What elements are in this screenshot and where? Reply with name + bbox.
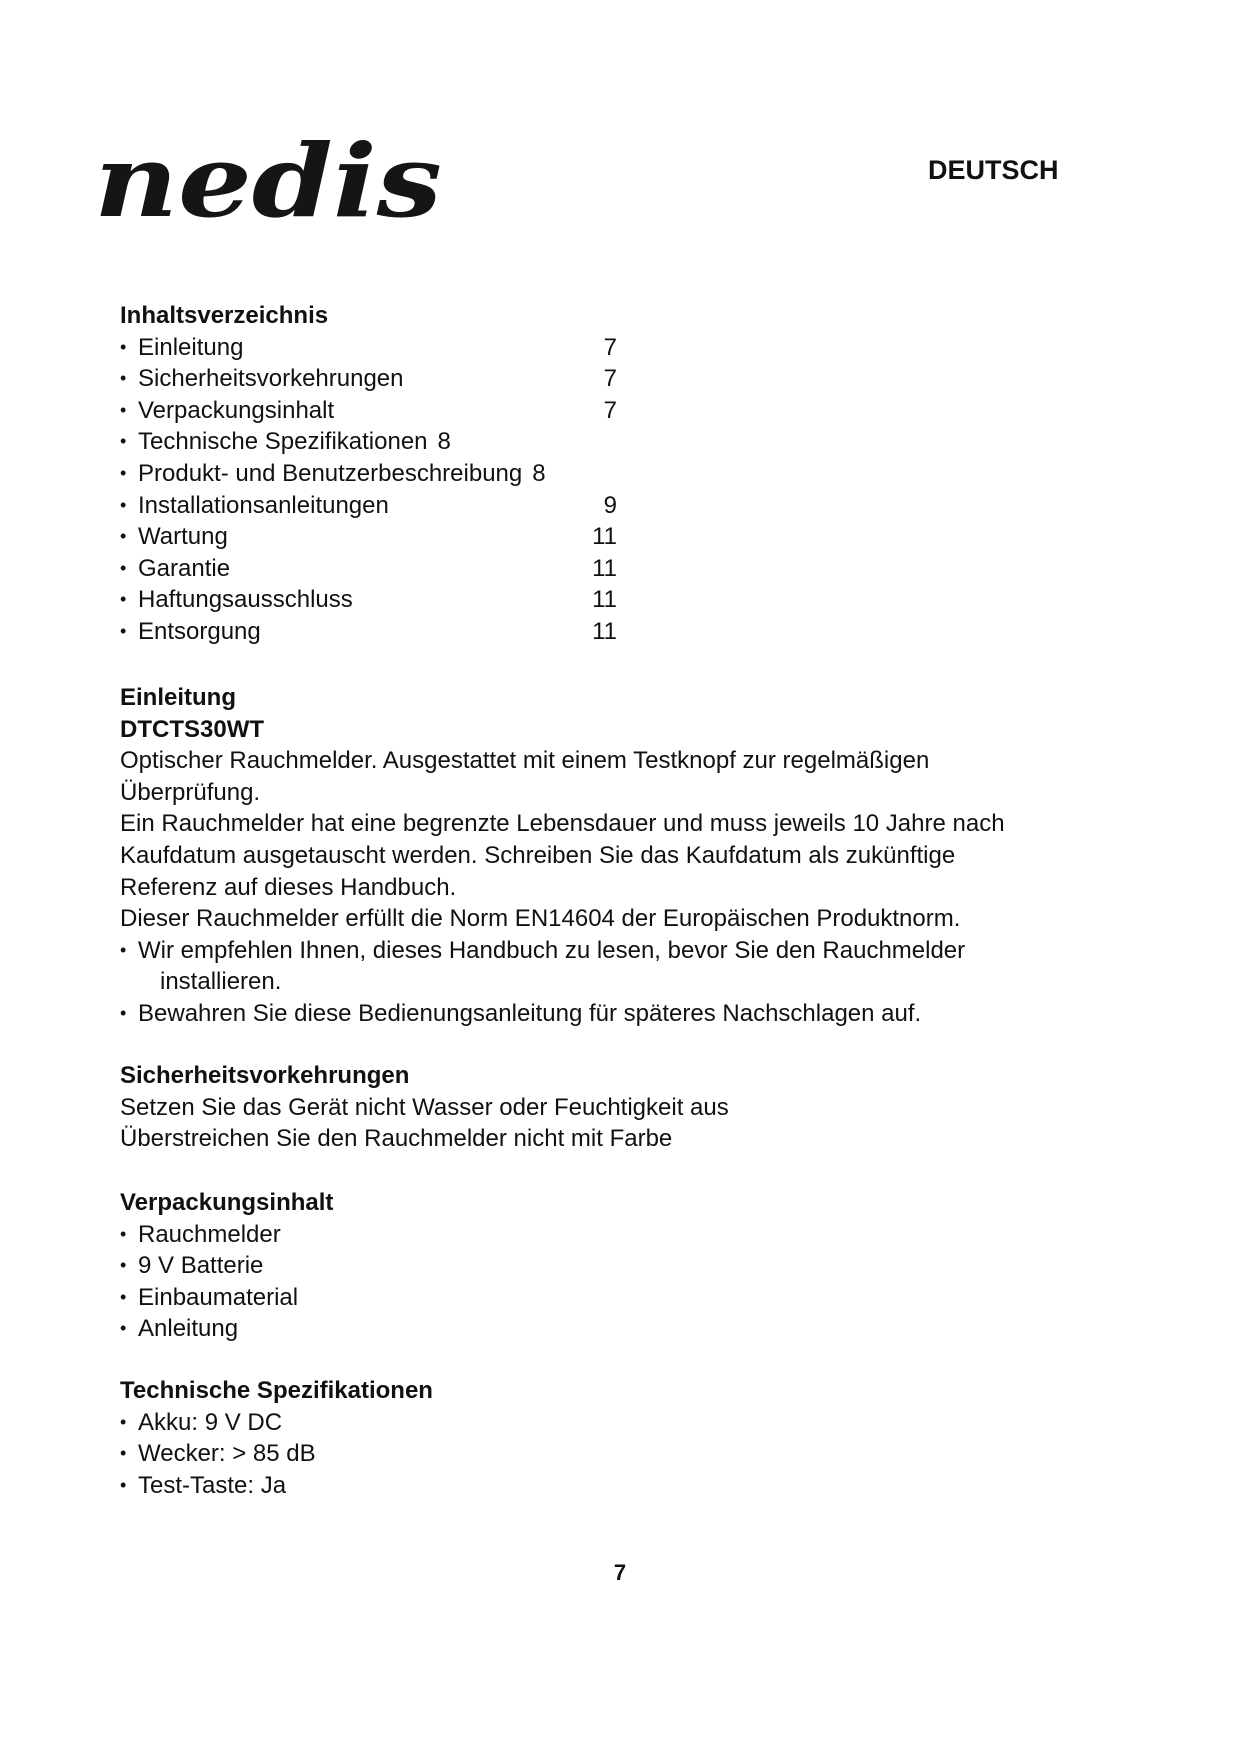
table-of-contents bbox=[120, 300, 617, 648]
toc-item bbox=[120, 553, 617, 585]
toc-item bbox=[120, 332, 617, 364]
section-specifications bbox=[120, 1375, 433, 1501]
toc-item-page: 8 bbox=[532, 459, 546, 487]
paragraph-line: Referenz auf dieses Handbuch. bbox=[120, 873, 457, 901]
toc-item bbox=[120, 426, 617, 458]
paragraph-line: Optischer Rauchmelder. Ausgestattet mit einem Testknopf zur regelmäßigen bbox=[120, 747, 930, 775]
toc-item-label: Verpackungsinhalt bbox=[138, 396, 335, 424]
list-item-text: Bewahren Sie diese Bedienungsanleitung für späteres Nachschlagen auf. bbox=[138, 999, 922, 1027]
section-title: Sicherheitsvorkehrungen bbox=[120, 1062, 410, 1089]
model-number: DTCTS30WT bbox=[120, 715, 264, 743]
toc-item-label: Einleitung bbox=[138, 333, 244, 361]
toc-item-page: 8 bbox=[437, 428, 451, 456]
paragraph-line: Dieser Rauchmelder erfüllt die Norm EN14604 der Europäischen Produktnorm. bbox=[120, 905, 961, 933]
toc-item-label: Garantie bbox=[138, 554, 231, 582]
section-safety bbox=[120, 1060, 729, 1155]
toc-item-page: 11 bbox=[592, 523, 617, 551]
toc-item-page: 7 bbox=[603, 365, 617, 393]
toc-item-page: 7 bbox=[603, 333, 617, 361]
toc-item-page: 11 bbox=[592, 554, 617, 582]
toc-item-label: Wartung bbox=[138, 523, 228, 551]
toc-item bbox=[120, 584, 617, 616]
toc-item bbox=[120, 490, 617, 522]
toc-item-label: Produkt- und Benutzerbeschreibung bbox=[138, 459, 523, 487]
toc-item-label: Haftungsausschluss bbox=[138, 586, 353, 614]
toc-item-label: Installationsanleitungen bbox=[138, 491, 389, 519]
toc-item bbox=[120, 395, 617, 427]
list-item: • Rauchmelder bbox=[120, 1219, 333, 1251]
section-title: Verpackungsinhalt bbox=[120, 1189, 334, 1216]
toc-item-label: Sicherheitsvorkehrungen bbox=[138, 365, 404, 393]
list-item bbox=[120, 935, 1005, 967]
toc-item-label: Entsorgung bbox=[138, 617, 261, 645]
toc-item bbox=[120, 458, 617, 490]
section-title: Einleitung bbox=[120, 684, 236, 711]
list-item: • Akku: 9 V DC bbox=[120, 1407, 433, 1439]
paragraph-line: Überstreichen Sie den Rauchmelder nicht mit Farbe bbox=[120, 1125, 673, 1153]
logo-wordmark: nedis bbox=[94, 138, 442, 240]
toc-title: Inhaltsverzeichnis bbox=[120, 302, 329, 329]
list-item: • Wecker: > 85 dB bbox=[120, 1438, 433, 1470]
page-number: 7 bbox=[613, 1560, 627, 1585]
section-introduction bbox=[120, 682, 1005, 1030]
toc-item bbox=[120, 616, 617, 648]
paragraph-line: Kaufdatum ausgetauscht werden. Schreiben Sie das Kaufdatum als zukünftige bbox=[120, 841, 956, 869]
section-title: Technische Spezifikationen bbox=[120, 1377, 433, 1404]
list-item: • Test-Taste: Ja bbox=[120, 1470, 433, 1502]
toc-item-page: 7 bbox=[603, 396, 617, 424]
list-item: • 9 V Batterie bbox=[120, 1250, 333, 1282]
toc-item-page: 11 bbox=[592, 586, 617, 614]
language-label: DEUTSCH bbox=[928, 155, 1059, 185]
toc-item bbox=[120, 363, 617, 395]
list-item: • Einbaumaterial bbox=[120, 1282, 333, 1314]
list-item: • Anleitung bbox=[120, 1313, 333, 1345]
paragraph-line: Setzen Sie das Gerät nicht Wasser oder Feuchtigkeit aus bbox=[120, 1093, 729, 1121]
toc-item-page: 11 bbox=[592, 617, 617, 645]
section-package-contents bbox=[120, 1187, 333, 1345]
list-item bbox=[120, 998, 1005, 1030]
list-item-continuation: installieren. bbox=[160, 968, 282, 996]
paragraph-line: Ein Rauchmelder hat eine begrenzte Lebensdauer und muss jeweils 10 Jahre nach bbox=[120, 810, 1005, 838]
toc-item-page: 9 bbox=[603, 491, 617, 519]
paragraph-line: Überprüfung. bbox=[120, 778, 261, 806]
toc-item bbox=[120, 521, 617, 553]
nedis-logo bbox=[92, 138, 462, 242]
toc-item-label: Technische Spezifikationen bbox=[138, 428, 428, 456]
list-item-text: Wir empfehlen Ihnen, dieses Handbuch zu lesen, bevor Sie den Rauchmelder bbox=[138, 936, 966, 964]
